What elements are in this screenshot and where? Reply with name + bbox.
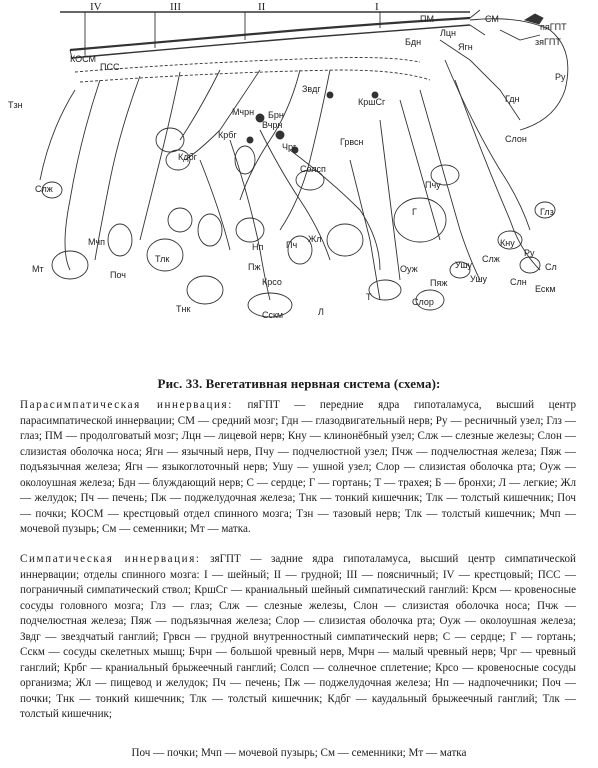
label-slor: Слор [412,297,434,307]
label-pch: Пч [286,240,298,250]
label-knu: Кну [500,238,515,248]
parasympathetic-heading: Парасимпатическая иннервация: [20,399,233,411]
label-eskm: Ескм [535,284,556,294]
label-chrg: Чрг [282,142,297,152]
label-segment-iv: IV [90,1,102,13]
label-segment-ii: II [258,1,266,13]
label-ru: Ру [555,72,566,82]
label-kdbg: Кдбг [178,152,197,162]
parasympathetic-text: пяГПТ — передние ядра гипоталамуса, высший центр парасимпатической иннервации; СМ — средний мозг; Гдн — глазодвигательный нерв; Ру — ресничный узел; Глз — глаз; ПМ — продолговатый мозг; Лцн — лицевой нерв; Кну — клинонёбный узел; Слж — слезные железы; Слон — слизистая оболочка носа; Ягн — язычный нерв, Пчу — подчелюстной узел; Пчж — подчелюстная железа; Пяж — подъязычная железа; Ягн — языкоглоточный нерв; Ушу — ушной узел; Слор — слизистая оболочка рта; Оуж — околоушная железа; Бдн — блуждающий нерв; С — сердце; Г — гортань; Т — трахея; Б — бронхи; Л — легкие; Жл — желудок; Пч — печень; Пж — поджелудочная железа; Тнк — тонкий кишечник; Тлк — толстый кишечник; Поч — почки; КОСМ — крестцовый отдел спинного мозга; Тзн — тазовый нерв; Тлк — толстый кишечник; Мчп — мочевой пузырь; См — семенники; Мт — матка. [20,399,576,535]
label-poch: Поч [110,270,126,280]
sympathetic-paragraph [20,552,576,723]
label-ru-2: Ру [524,248,535,258]
label-kosm: КОСМ [70,54,97,64]
label-segment-iii: III [170,1,181,13]
label-tlk: Тлк [155,254,170,264]
label-zhl: Жл [308,234,322,244]
label-grvsn: Грвсн [340,137,364,147]
sympathetic-text: зяГПТ — задние ядра гипоталамуса, высший центр симпатической иннервации; отделы спинного мозга: I — шейный; II — грудной; III — поясничный; IV — крестцовый; ПСС — пограничный симпатический ствол; КршСг — краниальный шейный симпатический ганглий: Крсм — кровеносные сосуды головного мозга; Глз — глаз; Слж — слезные железы, Слон — слизистая оболочка носа; Пчж — подчелюстная железа; Пяж — подъязычная железа; Слор — слизистая оболочка рта; Оуж — околоушная железа; Звдг — звездчатый ганглий; Грвсн — грудной внутренностный симпатический нерв; С — сердце; Г — гортань; Сскм — сосуды скелетных мышц; Бчрн — большой чревный нерв, Мчрн — малый чревный нерв; Чрг — чревный ганглий; Крбг — краниальный брыжеечный ганглий; Солсп — солнечное сплетение; Крсо — кровеносные сосуды организма; Жл — пищевод и желудок; Пч — печень; Пж — поджелудочная железа; Нп — надпочечники; Поч — почки; Тнк — тонкий кишечник; Тлк — толстый кишечник; Кдбг — каудальный брыжеечный ганглий; Тлк — толстый кишечник; [20,553,576,720]
diagram-svg [0,0,598,372]
label-segment-i: I [375,1,379,13]
label-l: Л [318,307,324,317]
sympathetic-heading: Симпатическая иннервация: [20,553,201,565]
label-ushu-2: Ушу [470,274,488,284]
label-gdn: Гдн [505,94,520,104]
label-vchrn: Вчрн [262,120,283,130]
label-slzh-2: Слж [482,254,500,264]
label-lcn: Лцн [440,28,457,38]
label-mchrn: Мчрн [232,107,255,117]
label-np: Нп [252,242,264,252]
label-ushu: Ушу [455,260,473,270]
label-bdn: Бдн [405,37,422,47]
label-krso: Крсо [262,277,282,287]
label-pyagpt: пяГПТ [540,22,567,32]
label-pm: ПМ [420,14,434,24]
label-solsp: Солсп [300,164,326,174]
label-slzh: Слж [35,184,53,194]
label-brn: Брн [268,110,284,120]
label-g: Г [412,207,417,217]
label-zyagpt: зяГПТ [535,37,561,47]
label-krshsg: КршСг [358,97,386,107]
label-sl: Сл [545,262,557,272]
parasympathetic-paragraph [20,398,576,538]
label-pzh: Пж [248,262,261,272]
label-mt: Мт [32,264,44,274]
label-t: Т [366,292,372,302]
figure-caption: Рис. 33. Вегетативная нервная система (схема): [157,376,441,391]
label-ouzh: Оуж [400,264,418,274]
label-tnk: Тнк [176,304,191,314]
label-mchp: Мчп [88,237,105,247]
label-tzn: Тзн [8,100,23,110]
label-yagn: Ягн [458,42,473,52]
label-sln: Слн [510,277,527,287]
label-pyazh: Пяж [430,278,448,288]
label-cm: СМ [485,14,499,24]
label-krbg: Крбг [218,130,237,140]
sympathetic-last-line: Поч — почки; Мчп — мочевой пузырь; См — семенники; Мт — матка [131,747,467,759]
label-slon: Слон [505,134,527,144]
label-pss: ПСС [100,62,120,72]
nervous-system-diagram [0,0,598,372]
label-glz: Глз [540,207,554,217]
label-sskm: Сскм [262,310,284,320]
label-pchu: Пчу [425,180,441,190]
label-zvdg: Звдг [302,84,321,94]
